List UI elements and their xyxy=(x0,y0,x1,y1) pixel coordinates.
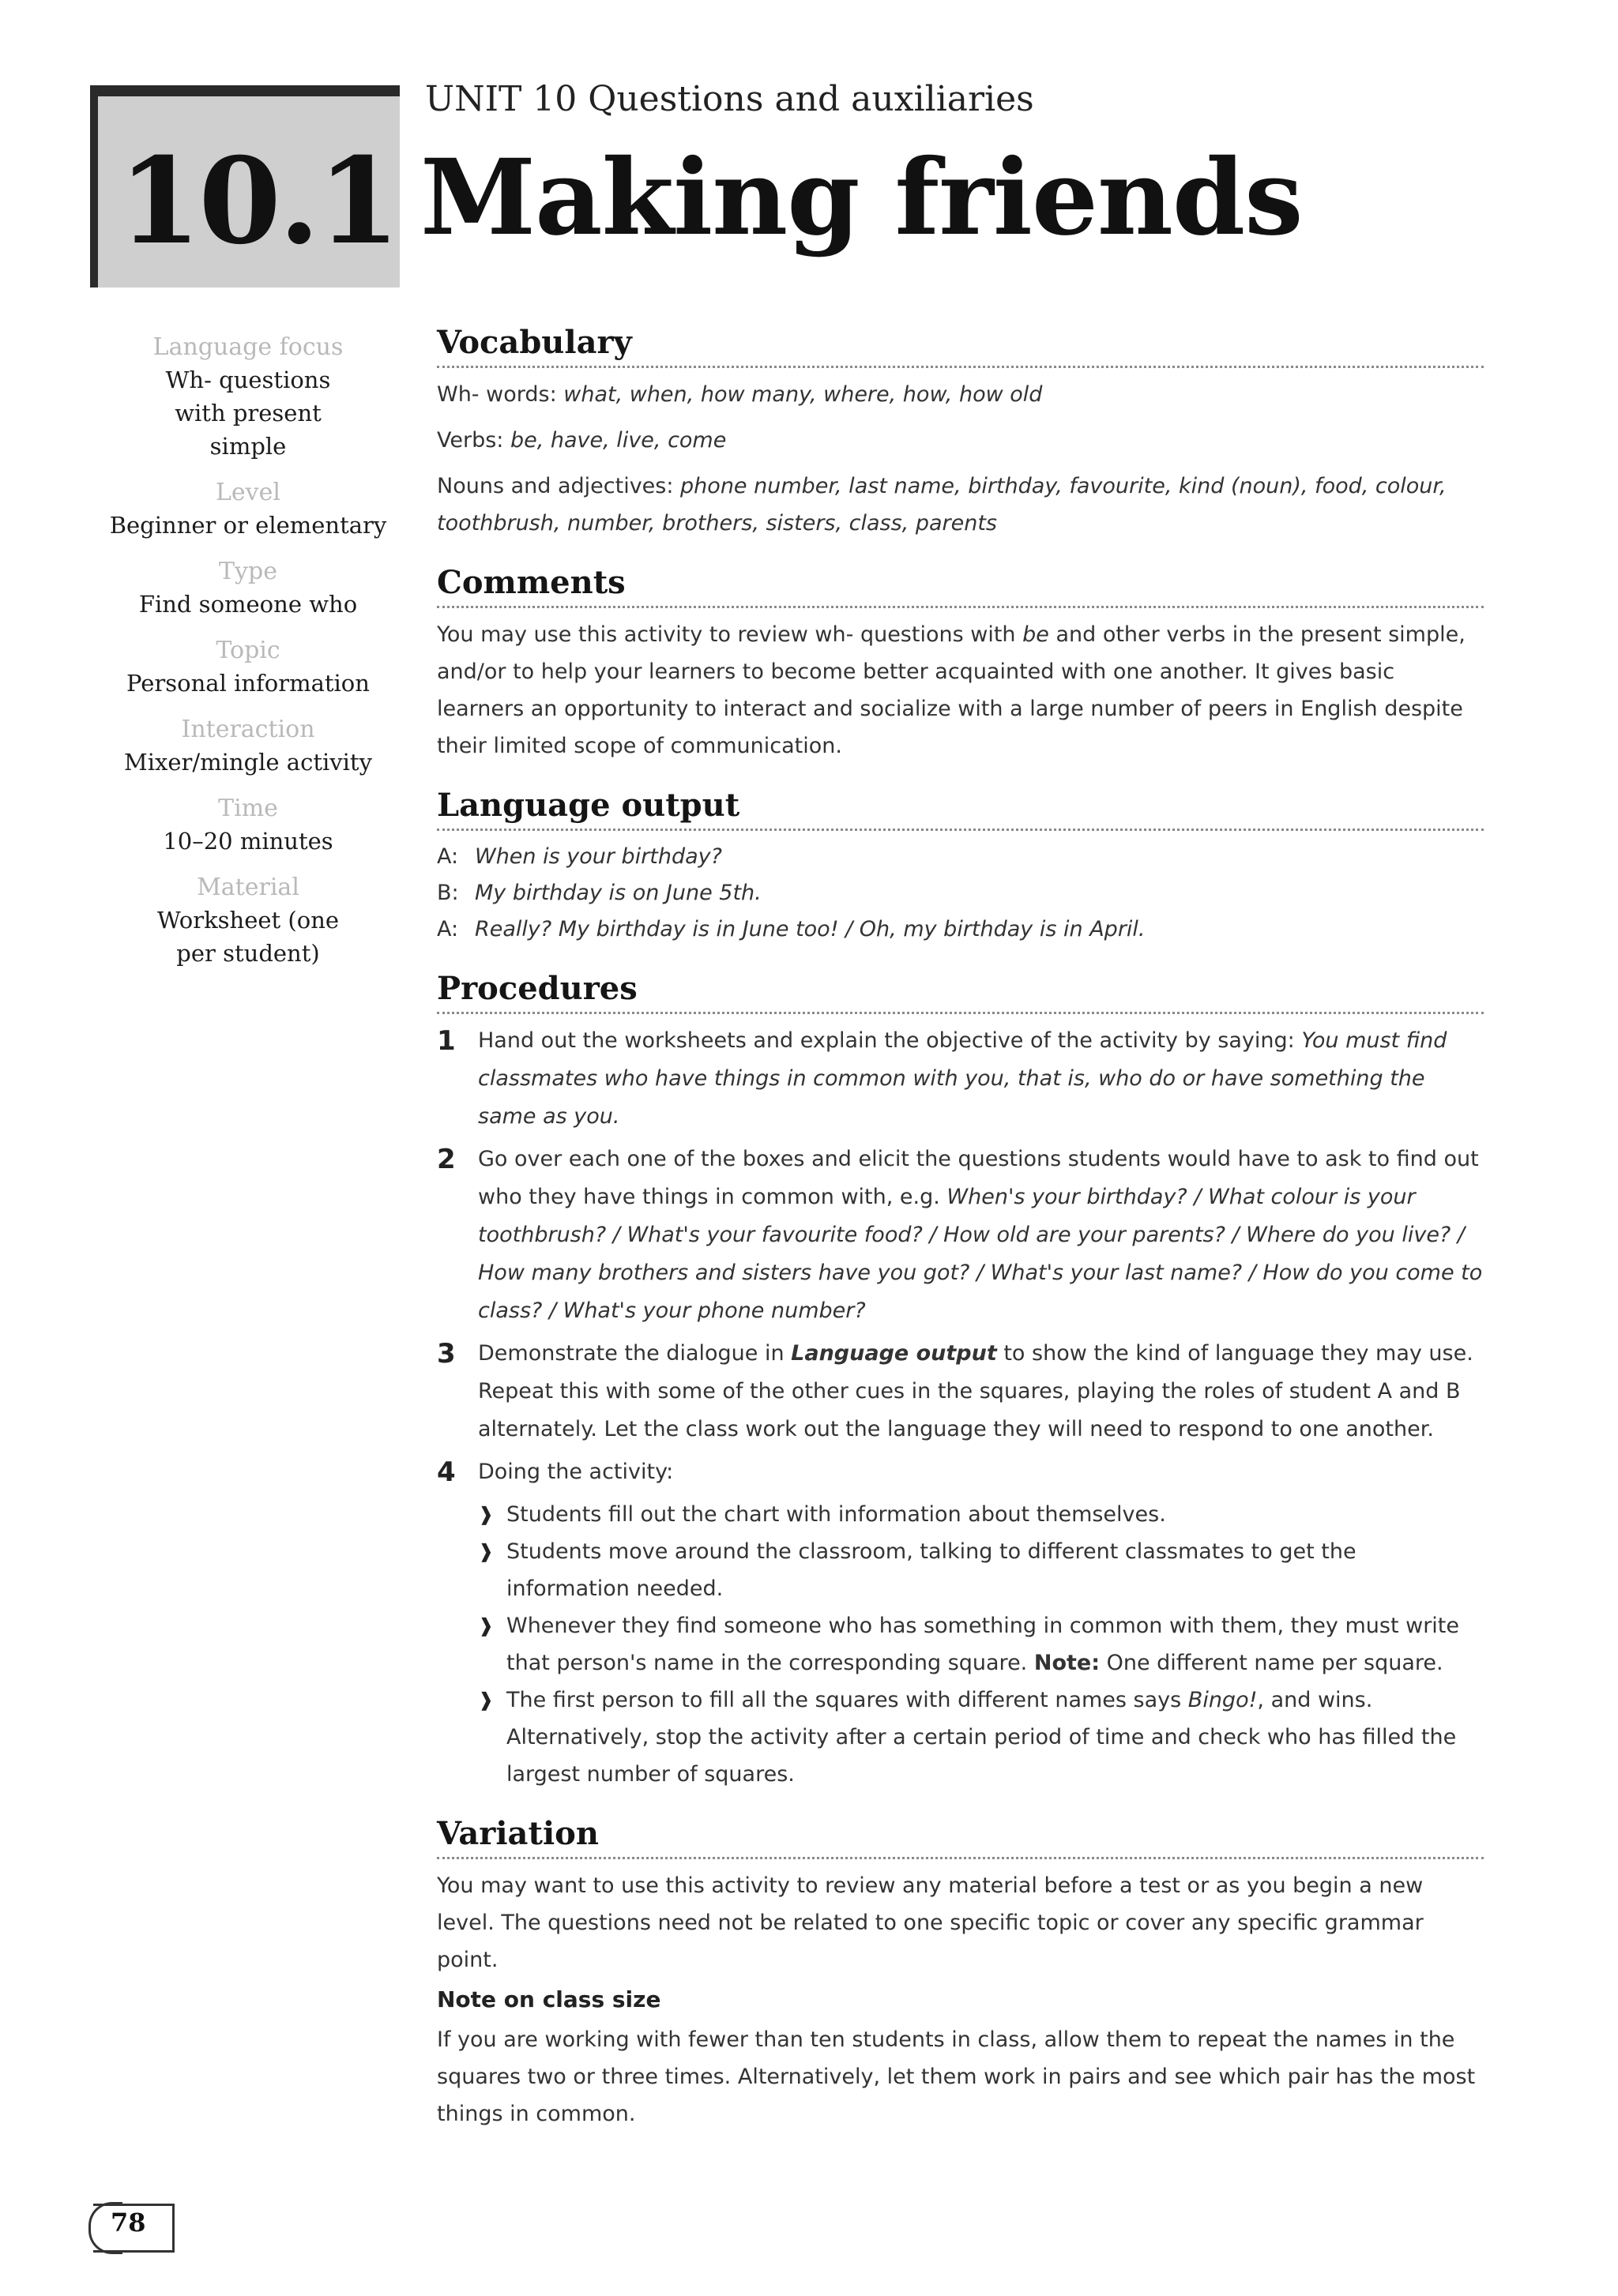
vocab-verbs-list: be, have, live, come xyxy=(510,428,727,453)
step-3-text-end: to show the kind of language they may use. Repeat this with some of the other cues in the squares, playing the roles of student A and B alternately. Let the class work out the language they will need to respond to one another. xyxy=(478,1341,1473,1441)
bullet-arrow-icon: ❱ xyxy=(478,1503,495,1525)
step-1-quote: You must find classmates who have things in common with you, that is, who do or have something the same as you. xyxy=(478,1028,1447,1129)
dialogue-speaker: A: xyxy=(437,917,459,941)
sidebar-value-level: Beginner or elementary xyxy=(109,512,387,539)
procedures-heading: Procedures xyxy=(437,970,1484,1014)
sidebar-label-language-focus: Language focus xyxy=(152,333,344,361)
unit-box-left-bar xyxy=(90,85,98,287)
bullet-text-end: One different name per square. xyxy=(1100,1651,1443,1675)
bullet-text-end: , and wins. Alternatively, stop the activity after a certain period of time and check who has filled the largest number of squares. xyxy=(506,1688,1457,1787)
procedure-step-4 xyxy=(437,1453,1484,1491)
variation-heading: Variation xyxy=(437,1815,1484,1859)
sidebar-label-interaction: Interaction xyxy=(181,716,315,743)
vocab-verbs-label: Verbs: xyxy=(437,428,510,453)
unit-number: 10.1 xyxy=(119,132,398,271)
sidebar-label-type: Type xyxy=(219,558,277,585)
dialogue-text: My birthday is on June 5th. xyxy=(475,881,762,905)
step-2-text: Go over each one of the boxes and elicit the questions students would have to ask to find out who they have things in common with, e.g. xyxy=(478,1147,1479,1209)
bullet-arrow-icon: ❱ xyxy=(478,1540,495,1562)
vocab-nouns xyxy=(437,468,1484,542)
vocab-nouns-list: phone number, last name, birthday, favourite, kind (noun), food, colour, toothbrush, number, brothers, sisters, class, parents xyxy=(437,474,1447,535)
list-item xyxy=(437,1607,1484,1682)
note-label: Note: xyxy=(1033,1651,1101,1675)
step-1-text: Hand out the worksheets and explain the objective of the activity by saying: xyxy=(478,1028,1302,1053)
step-number: 1 xyxy=(437,1025,456,1057)
procedure-step-2 xyxy=(437,1140,1484,1330)
page-number: 78 xyxy=(111,2208,146,2238)
vocab-verbs xyxy=(437,422,1484,460)
dialogue-speaker: A: xyxy=(437,844,459,869)
sidebar-value-language-focus: Wh- questions with present simple xyxy=(165,366,331,460)
comments-text-be: be xyxy=(1022,622,1049,647)
sidebar-value-time: 10–20 minutes xyxy=(163,828,333,855)
vocab-wh-list: what, when, how many, where, how, how old xyxy=(563,382,1043,407)
bullet-arrow-icon: ❱ xyxy=(478,1689,495,1711)
step-number: 3 xyxy=(437,1338,456,1370)
bullet-arrow-icon: ❱ xyxy=(478,1614,495,1637)
variation-text: You may want to use this activity to review any material before a test or as you begin a new level. The questions need not be related to one specific topic or cover any specific grammar point. xyxy=(437,1873,1424,1972)
dialogue-text: Really? My birthday is in June too! / Oh, my birthday is in April. xyxy=(475,917,1146,941)
vocabulary-heading: Vocabulary xyxy=(437,324,1484,368)
bullet-text: Students move around the classroom, talking to different classmates to get the information needed. xyxy=(506,1539,1356,1601)
list-item xyxy=(437,1496,1484,1533)
language-output-heading: Language output xyxy=(437,787,1484,831)
step-4-text: Doing the activity: xyxy=(478,1460,674,1484)
sidebar-value-material: Worksheet (one per student) xyxy=(156,907,340,967)
sidebar-label-level: Level xyxy=(216,479,280,506)
main-content xyxy=(437,324,1484,2133)
activity-info-sidebar xyxy=(95,332,401,984)
procedure-step-3 xyxy=(437,1335,1484,1449)
step-number: 4 xyxy=(437,1456,456,1488)
step-3-reference: Language output xyxy=(791,1341,997,1366)
sidebar-label-topic: Topic xyxy=(216,637,280,664)
vocab-nouns-label: Nouns and adjectives: xyxy=(437,474,681,498)
class-size-note-heading: Note on class size xyxy=(437,1986,661,2012)
sidebar-value-interaction: Mixer/mingle activity xyxy=(124,749,372,776)
sidebar-label-time: Time xyxy=(218,795,278,822)
bullet-text: Whenever they find someone who has something in common with them, they must write that person's name in the corresponding square. xyxy=(506,1614,1460,1675)
class-size-note-text: If you are working with fewer than ten students in class, allow them to repeat the names in the squares two or three times. Alternatively, let them work in pairs and see which pair has the most things in common. xyxy=(437,2027,1476,2126)
vocab-wh-words xyxy=(437,376,1484,414)
unit-box-top-bar xyxy=(90,85,400,96)
list-item xyxy=(437,1682,1484,1793)
comments-heading: Comments xyxy=(437,564,1484,608)
page-title: Making friends xyxy=(420,137,1303,259)
sidebar-value-topic: Personal information xyxy=(126,670,370,697)
sidebar-label-material: Material xyxy=(197,874,299,901)
comments-text-1: You may use this activity to review wh- questions with xyxy=(437,622,1023,647)
bingo-word: Bingo! xyxy=(1187,1688,1258,1712)
dialogue-text: When is your birthday? xyxy=(475,844,722,869)
dialogue-line xyxy=(437,911,1484,948)
unit-subtitle: UNIT 10 Questions and auxiliaries xyxy=(425,79,1034,119)
step-3-text: Demonstrate the dialogue in xyxy=(478,1341,792,1366)
step-2-questions: When's your birthday? / What colour is your toothbrush? / What's your favourite food? / How old are your parents? / Where do you live? / How many brothers and sisters have you got? / What's your last name? / How do you come to class? / What's your phone number? xyxy=(478,1185,1483,1323)
list-item xyxy=(437,1533,1484,1607)
vocab-wh-label: Wh- words: xyxy=(437,382,564,407)
bullet-text: The first person to fill all the squares with different names says xyxy=(506,1688,1188,1712)
comments-text xyxy=(437,616,1484,765)
comments-text-2: and other verbs in the present simple, and/or to help your learners to become better acquainted with one another. It gives basic learners an opportunity to interact and socialize with a large number of peers in English despite their limited scope of communication. xyxy=(437,622,1466,758)
bullet-text: Students fill out the chart with information about themselves. xyxy=(506,1502,1166,1527)
dialogue-speaker: B: xyxy=(437,881,459,905)
dialogue-line xyxy=(437,839,1484,875)
dialogue-line xyxy=(437,875,1484,911)
sidebar-value-type: Find someone who xyxy=(138,591,358,618)
step-number: 2 xyxy=(437,1144,456,1175)
procedure-step-1 xyxy=(437,1022,1484,1136)
